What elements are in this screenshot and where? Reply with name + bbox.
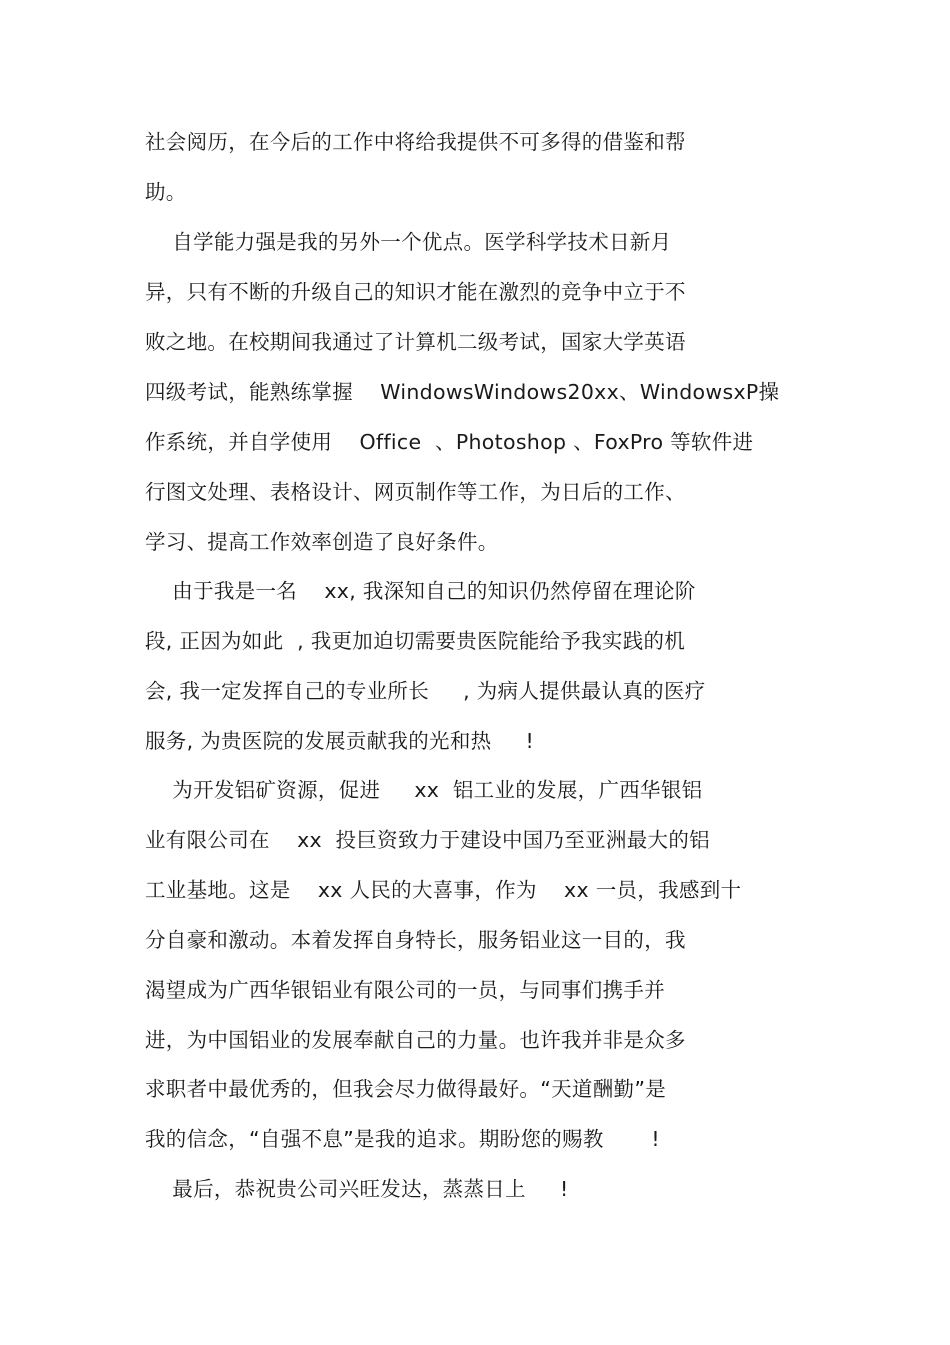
text-line: 助。 bbox=[145, 180, 187, 204]
text-line: 自学能力强是我的另外一个优点。医学科学技术日新月 bbox=[145, 230, 672, 254]
text-line: 工业基地。这是 xx 人民的大喜事，作为 xx 一员，我感到十 bbox=[145, 878, 742, 902]
text-line: 四级考试，能熟练掌握 WindowsWindows20xx、WindowsxP操 bbox=[145, 380, 780, 404]
text-line: 异，只有不断的升级自己的知识才能在激烈的竞争中立于不 bbox=[145, 280, 686, 304]
text-line: 会, 我一定发挥自己的专业所长 , 为病人提供最认真的医疗 bbox=[145, 679, 706, 703]
text-line: 学习、提高工作效率创造了良好条件。 bbox=[145, 530, 499, 554]
text-line: 业有限公司在 xx 投巨资致力于建设中国乃至亚洲最大的铝 bbox=[145, 828, 710, 852]
text-line: 我的信念，“自强不息”是我的追求。期盼您的赐教 ! bbox=[145, 1127, 660, 1151]
text-line: 分自豪和激动。本着发挥自身特长，服务铝业这一目的，我 bbox=[145, 928, 686, 952]
text-line: 为开发铝矿资源，促进 xx 铝工业的发展，广西华银铝 bbox=[145, 778, 703, 802]
text-line: 服务, 为贵医院的发展贡献我的光和热 ! bbox=[145, 729, 535, 753]
text-line: 作系统，并自学使用 Office 、Photoshop 、FoxPro 等软件进 bbox=[145, 430, 754, 454]
text-line: 求职者中最优秀的，但我会尽力做得最好。“天道酬勤”是 bbox=[145, 1077, 667, 1101]
text-line: 最后，恭祝贵公司兴旺发达，蒸蒸日上 ! bbox=[145, 1177, 569, 1201]
text-line: 社会阅历，在今后的工作中将给我提供不可多得的借鉴和帮 bbox=[145, 130, 686, 154]
text-line: 败之地。在校期间我通过了计算机二级考试，国家大学英语 bbox=[145, 330, 686, 354]
text-line: 由于我是一名 xx, 我深知自己的知识仍然停留在理论阶 bbox=[145, 579, 696, 603]
text-line: 进，为中国铝业的发展奉献自己的力量。也许我并非是众多 bbox=[145, 1028, 686, 1052]
text-line: 渴望成为广西华银铝业有限公司的一员，与同事们携手并 bbox=[145, 978, 665, 1002]
text-line: 段, 正因为如此 , 我更加迫切需要贵医院能给予我实践的机 bbox=[145, 629, 686, 653]
text-line: 行图文处理、表格设计、网页制作等工作，为日后的工作、 bbox=[145, 480, 686, 504]
